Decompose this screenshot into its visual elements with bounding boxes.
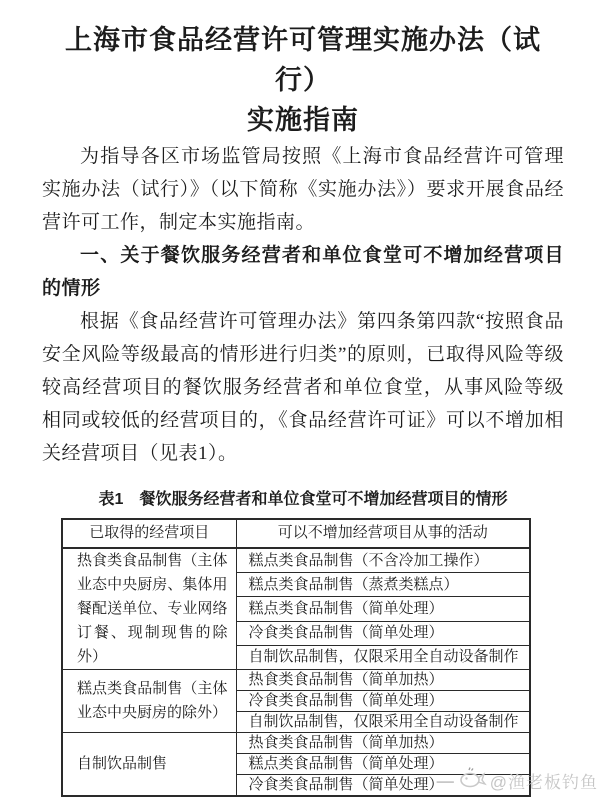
title-line-2: 实施指南 (247, 105, 359, 135)
obtained-item-cell: 糕点类食品制售（主体业态中央厨房的除外） (62, 670, 236, 733)
title-line-1: 上海市食品经营许可管理实施办法（试行） (65, 25, 541, 95)
fish-doodle-icon (457, 767, 487, 794)
activity-cell: 糕点类食品制售（简单处理） (236, 597, 530, 621)
table-row (62, 548, 530, 573)
paragraph-intro: 为指导各区市场监管局按照《上海市食品经营许可管理实施办法（试行）》（以下简称《实施办法》）要求开展食品经营许可工作，制定本实施指南。 (42, 146, 564, 233)
obtained-item-cell: 自制饮品制售 (62, 733, 236, 797)
document-title (42, 20, 564, 140)
section-heading: 一、关于餐饮服务经营者和单位食堂可不增加经营项目的情形 (42, 245, 564, 299)
activity-cell: 糕点类食品制售（蒸煮类糕点） (236, 573, 530, 597)
column-header-obtained: 已取得的经营项目 (62, 519, 236, 548)
paragraph-basis: 根据《食品经营许可管理办法》第四条第四款“按照食品安全风险等级最高的情形进行归类”的原则，已取得风险等级较高经营项目的餐饮服务经营者和单位食堂，从事风险等级相同或较低的经营项目的，《食品经营许可证》可以不增加相关经营项目（见表1）。 (42, 311, 564, 464)
table-1 (61, 518, 531, 797)
table-header-row (62, 519, 530, 548)
page-number-dash: — (436, 771, 454, 790)
activity-cell: 冷食类食品制售（简单处理） (236, 621, 530, 645)
column-header-activities: 可以不增加经营项目从事的活动 (236, 519, 530, 548)
activity-cell: 糕点类食品制售（不含冷加工操作） (236, 548, 530, 573)
table-row (62, 670, 530, 691)
page-footer (437, 767, 598, 794)
activity-cell: 自制饮品制售，仅限采用全自动设备制作 (236, 712, 530, 733)
activity-cell: 热食类食品制售（简单加热） (236, 733, 530, 754)
activity-cell: 糕点类食品制售（简单处理） (236, 754, 530, 775)
activity-cell: 热食类食品制售（简单加热） (236, 670, 530, 691)
table-caption: 表1 餐饮服务经营者和单位食堂可不增加经营项目的情形 (98, 491, 508, 508)
activity-cell: 自制饮品制售，仅限采用全自动设备制作 (236, 645, 530, 669)
activity-cell: 冷食类食品制售（简单处理） (236, 775, 530, 797)
watermark-text: @渔老板钓鱼 (489, 773, 598, 792)
obtained-item-cell: 热食类食品制售（主体业态中央厨房、集体用餐配送单位、专业网络订餐、现制现售的除外） (62, 548, 236, 670)
table-row (62, 733, 530, 754)
activity-cell: 冷食类食品制售（简单处理） (236, 691, 530, 712)
